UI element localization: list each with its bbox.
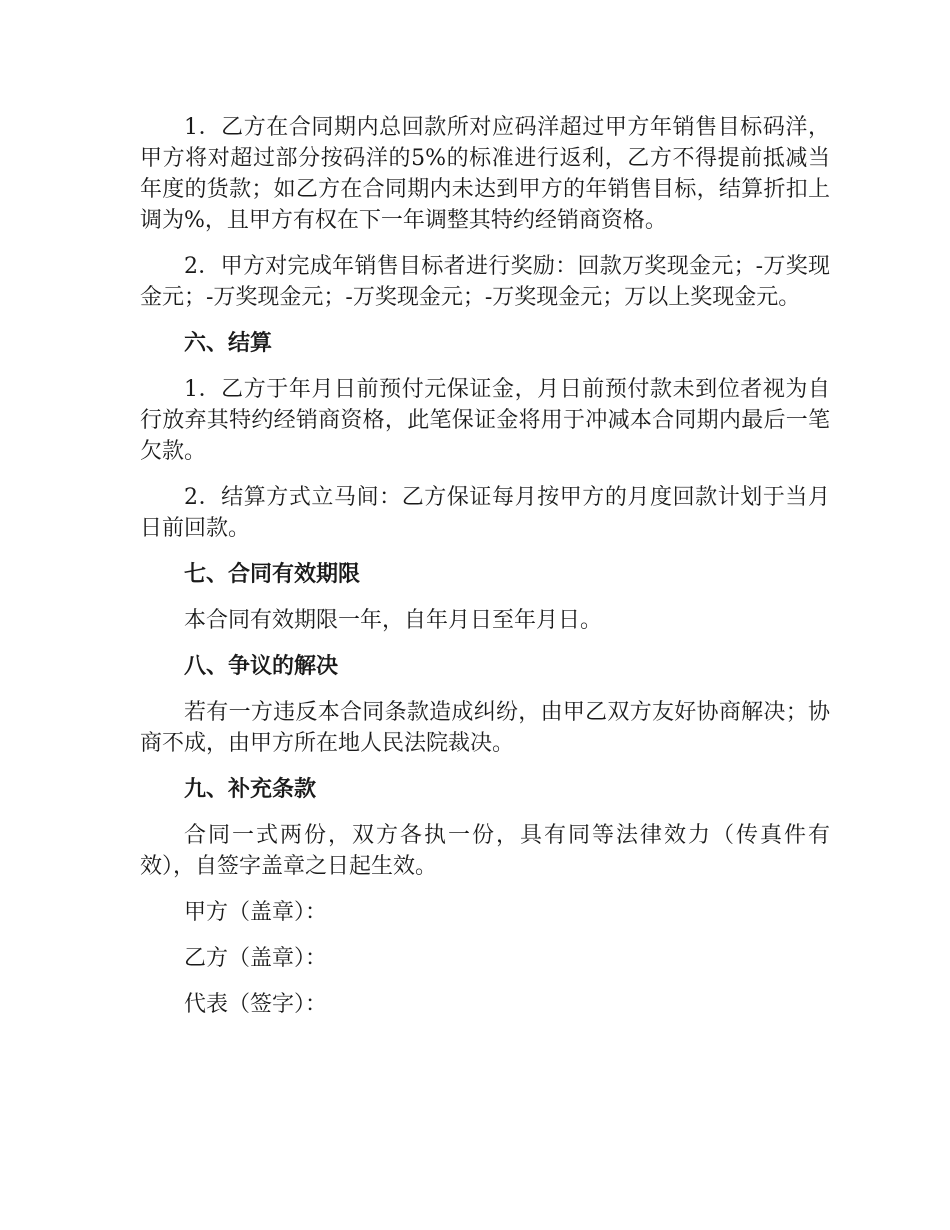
clause-settlement-method: 2．结算方式立马间：乙方保证每月按甲方的月度回款计划于当月日前回款。 xyxy=(140,485,830,541)
clause-dispute: 若有一方违反本合同条款造成纠纷，由甲乙双方友好协商解决；协商不成，由甲方所在地人民法院裁决。 xyxy=(140,700,830,756)
signature-party-a: 甲方（盖章）： xyxy=(184,900,328,925)
clause-validity: 本合同有效期限一年，自年月日至年月日。 xyxy=(184,608,603,633)
section-heading-validity: 七、合同有效期限 xyxy=(184,562,361,587)
document-page xyxy=(140,112,830,1035)
signature-party-b: 乙方（盖章）： xyxy=(184,946,328,971)
section-heading-dispute: 八、争议的解决 xyxy=(184,654,339,679)
clause-rebate: 1．乙方在合同期内总回款所对应码洋超过甲方年销售目标码洋，甲方将对超过部分按码洋的5%的标准进行返利，乙方不得提前抵减当年度的货款；如乙方在合同期内未达到甲方的年销售目标，结算折扣上调为%，且甲方有权在下一年调整其特约经销商资格。 xyxy=(140,115,830,233)
section-heading-supplementary: 九、补充条款 xyxy=(184,777,317,802)
clause-reward: 2．甲方对完成年销售目标者进行奖励：回款万奖现金元；-万奖现金元；-万奖现金元；-万奖现金元；-万奖现金元；万以上奖现金元。 xyxy=(140,254,830,310)
signature-representative: 代表（签字）： xyxy=(184,992,328,1017)
clause-deposit: 1．乙方于年月日前预付元保证金，月日前预付款未到位者视为自行放弃其特约经销商资格，此笔保证金将用于冲减本合同期内最后一笔欠款。 xyxy=(140,377,830,464)
section-heading-settlement: 六、结算 xyxy=(184,331,273,356)
clause-supplementary: 合同一式两份，双方各执一份，具有同等法律效力（传真件有效），自签字盖章之日起生效。 xyxy=(140,823,830,879)
